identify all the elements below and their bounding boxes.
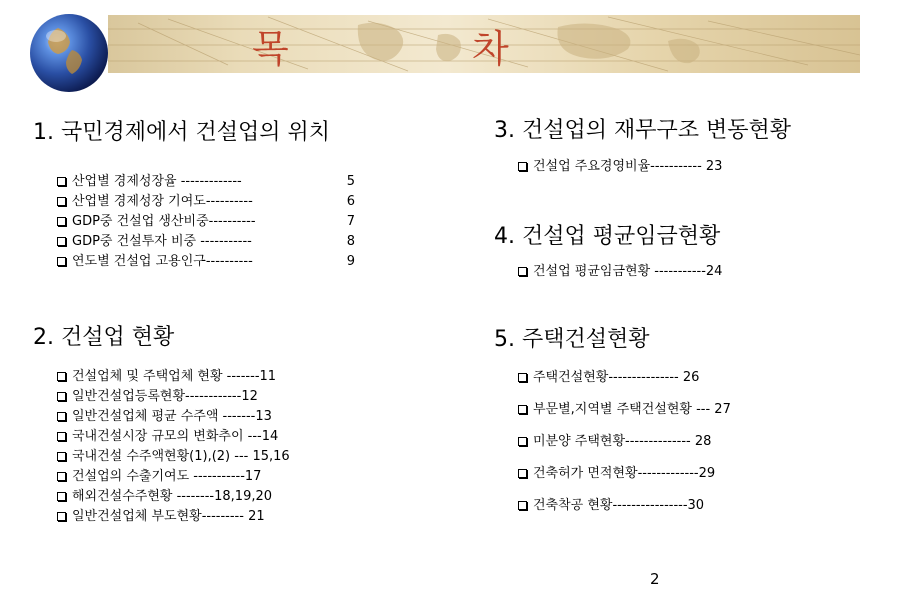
toc-item-text: 연도별 건설업 고용인구---------- <box>72 254 253 269</box>
checkbox-icon <box>518 162 527 171</box>
toc-item-page: 8 <box>346 234 355 249</box>
header-title-left: 목 <box>252 27 289 71</box>
toc-item[interactable] <box>57 507 357 527</box>
toc-item-text: 미분양 주택현황-------------- 28 <box>533 434 712 449</box>
section-title: 3. 건설업의 재무구조 변동현황 <box>494 118 791 143</box>
toc-item-text: 국내건설시장 규모의 변화추이 ---14 <box>72 429 279 444</box>
toc-list <box>57 172 355 272</box>
toc-item-text: 산업별 경제성장율 ------------- <box>72 174 242 189</box>
toc-item[interactable] <box>57 427 357 447</box>
checkbox-icon <box>57 217 66 226</box>
toc-item-text: 건설업 주요경영비율----------- 23 <box>533 159 723 174</box>
checkbox-icon <box>57 237 66 246</box>
toc-list <box>518 368 818 528</box>
toc-item-text: 국내건설 수주액현황(1),(2) --- 15,16 <box>72 449 290 464</box>
checkbox-icon <box>57 472 66 481</box>
section-title: 1. 국민경제에서 건설업의 위치 <box>33 120 330 145</box>
toc-item[interactable] <box>518 400 818 432</box>
toc-item-text: 산업별 경제성장 기여도---------- <box>72 194 253 209</box>
toc-item[interactable] <box>57 232 355 252</box>
toc-item-text: 일반건설업등록현황------------12 <box>72 389 258 404</box>
checkbox-icon <box>518 267 527 276</box>
toc-item[interactable] <box>57 447 357 467</box>
toc-item[interactable] <box>57 467 357 487</box>
toc-item-text: GDP중 건설투자 비중 ----------- <box>72 234 252 249</box>
toc-list <box>57 367 357 527</box>
toc-item-text: 부문별,지역별 주택건설현황 --- 27 <box>533 402 731 417</box>
toc-item[interactable] <box>57 212 355 232</box>
toc-item[interactable] <box>57 172 355 192</box>
header-title-right: 차 <box>472 27 509 71</box>
checkbox-icon <box>518 469 527 478</box>
checkbox-icon <box>57 412 66 421</box>
section-title: 2. 건설업 현황 <box>33 325 175 350</box>
page-number: 2 <box>650 570 660 588</box>
toc-item[interactable] <box>518 496 818 528</box>
section-title: 5. 주택건설현황 <box>494 327 650 352</box>
toc-list <box>518 262 818 282</box>
toc-item-page: 7 <box>346 214 355 229</box>
checkbox-icon <box>57 432 66 441</box>
toc-item-text: 해외건설수주현황 --------18,19,20 <box>72 489 273 504</box>
toc-item[interactable] <box>518 157 818 177</box>
toc-item-page: 6 <box>346 194 355 209</box>
checkbox-icon <box>57 177 66 186</box>
checkbox-icon <box>57 492 66 501</box>
toc-item-text: 건축착공 현황----------------30 <box>533 498 705 513</box>
toc-item-text: 건설업 평균임금현황 -----------24 <box>533 264 723 279</box>
toc-item[interactable] <box>518 262 818 282</box>
toc-item[interactable] <box>57 487 357 507</box>
checkbox-icon <box>57 512 66 521</box>
toc-list <box>518 157 818 177</box>
checkbox-icon <box>518 373 527 382</box>
toc-item[interactable] <box>518 432 818 464</box>
toc-item[interactable] <box>57 192 355 212</box>
checkbox-icon <box>57 257 66 266</box>
header-banner <box>0 0 900 92</box>
checkbox-icon <box>57 372 66 381</box>
toc-item-text: 일반건설업체 평균 수주액 -------13 <box>72 409 272 424</box>
toc-item[interactable] <box>57 367 357 387</box>
checkbox-icon <box>57 197 66 206</box>
checkbox-icon <box>518 437 527 446</box>
toc-item[interactable] <box>57 407 357 427</box>
toc-item[interactable] <box>57 252 355 272</box>
toc-item-text: 건설업체 및 주택업체 현황 -------11 <box>72 369 277 384</box>
toc-item-text: GDP중 건설업 생산비중---------- <box>72 214 256 229</box>
checkbox-icon <box>518 501 527 510</box>
toc-item[interactable] <box>57 387 357 407</box>
globe-image <box>30 14 108 92</box>
toc-item-text: 건설업의 수출기여도 -----------17 <box>72 469 262 484</box>
toc-item[interactable] <box>518 368 818 400</box>
toc-item-text: 일반건설업체 부도현황--------- 21 <box>72 509 265 524</box>
checkbox-icon <box>518 405 527 414</box>
toc-item-text: 건축허가 면적현황-------------29 <box>533 466 716 481</box>
toc-item-page: 9 <box>346 254 355 269</box>
toc-item[interactable] <box>518 464 818 496</box>
toc-item-page: 5 <box>346 174 355 189</box>
section-title: 4. 건설업 평균임금현황 <box>494 224 721 249</box>
checkbox-icon <box>57 392 66 401</box>
checkbox-icon <box>57 452 66 461</box>
toc-item-text: 주택건설현황--------------- 26 <box>533 370 700 385</box>
